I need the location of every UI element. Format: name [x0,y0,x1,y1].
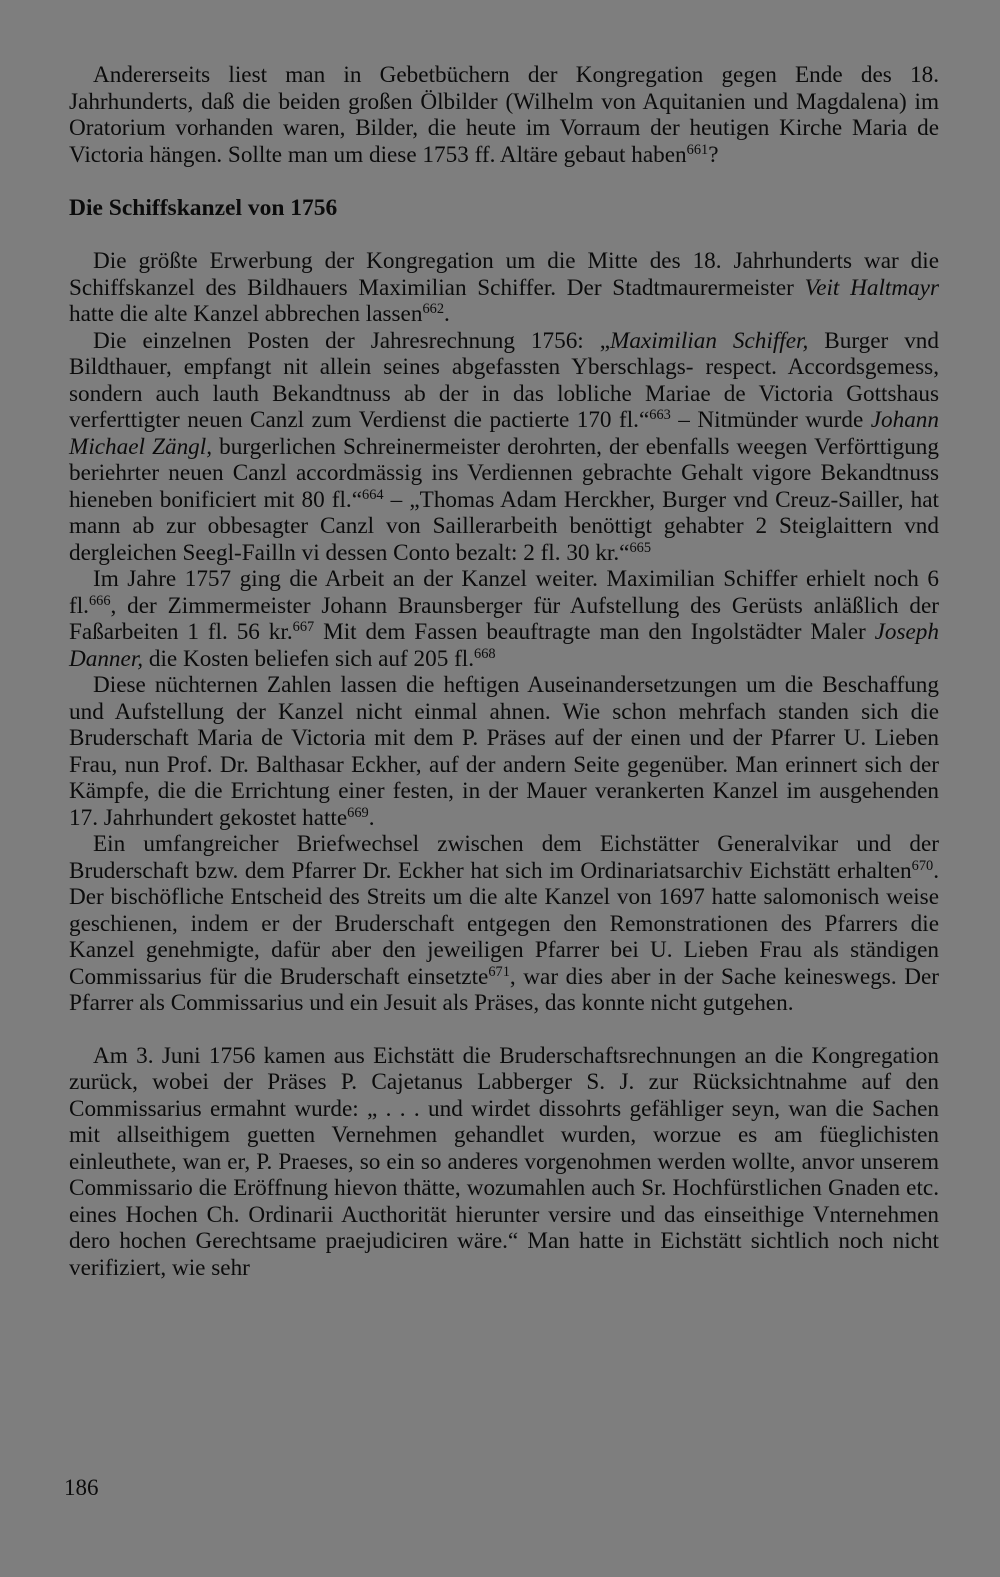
paragraph-3 [69,328,939,567]
text-run: Im Jahre 1757 ging die Arbeit an der Kanzel weiter. Maximilian Schiffer erhielt noch 6 fl. [69,566,939,619]
text-run: Andererseits liest man in Gebetbüchern der Kongregation gegen Ende des 18. Jahrhunderts, daß die beiden großen Ölbilder (Wilhelm von Aquitanien und Magdalena) im Oratorium vorhanden waren, Bilder, die heute im Vorraum der heutigen Kirche Maria de Victoria hängen. Sollte man um diese 1753 ff. Altäre gebaut haben [69,62,939,168]
text-run: burgerlichen Schreinermeister derohrten, der ebenfalls weegen Verförttigung beriehrter neuen Canzl accordmässig ins Verdiennen gebrachte Gehalt vigore Bekandtnuss hieneben bonificiert mit 80 fl.“ [69,433,939,513]
text-run: , war dies aber in der Sache keineswegs. Der Pfarrer als Commissarius und ein Jesuit als Präses, das konnte nicht gutgehen. [69,963,939,1016]
footnote-ref-664: 664 [362,486,384,503]
text-run: die Kosten beliefen sich auf 205 fl. [143,645,475,672]
paragraph-7 [69,1043,939,1282]
footnote-ref-665: 665 [629,539,652,556]
text-run: . [368,804,375,831]
footnote-ref-669: 669 [347,804,369,821]
footnote-ref-666: 666 [88,592,111,609]
footnote-ref-661: 661 [686,141,709,158]
section-heading: Die Schiffskanzel von 1756 [69,195,338,221]
footnote-ref-662: 662 [422,301,444,318]
paragraph-gap [69,1017,939,1043]
paragraph-4 [69,566,939,672]
text-run: ? [708,141,719,168]
italic-name: Veit Haltmayr [804,274,939,301]
body-text [69,62,939,1281]
text-run: Die einzelnen Posten der Jahresrechnung 1756: „ [93,327,611,354]
text-run: . [444,301,450,327]
paragraph-6 [69,831,939,1017]
paragraph-5 [69,672,939,831]
text-run: – Nitmünder wurde [670,407,871,433]
paragraph-2 [69,248,939,328]
footnote-ref-671: 671 [488,963,510,980]
text-run: , der Zimmermeister Johann Braunsberger für Aufstellung des Gerüsts anläßlich der Faßarbeiten 1 fl. 56 kr. [69,592,939,645]
italic-name: Maximilian Schiffer, [610,327,809,354]
text-run: Ein umfangreicher Briefwechsel zwischen dem Eichstätter Generalvikar und der Bruderschaft bzw. dem Pfarrer Dr. Eckher hat sich im Ordinariatsarchiv Eichstätt erhalten [69,831,939,884]
footnote-ref-667: 667 [292,619,315,636]
text-run: – „Thomas Adam Herckher, Burger vnd Creuz-Sailler, hat mann ab zur obbesagter Canzl von Saillerarbeith benöttigt gehabter 2 Steiglaittern vnd dergleichen Seegl-Failln vi dessen Conto bezalt: 2 fl. 30 kr.“ [69,486,939,566]
text-run: Mit dem Fassen beauftragte man den Ingolstädter Maler [314,619,875,645]
footnote-ref-663: 663 [649,407,671,424]
text-run: Diese nüchternen Zahlen lassen die heftigen Auseinandersetzungen um die Beschaffung und Aufstellung der Kanzel nicht einmal ahnen. Wie schon mehrfach standen sich die Bruderschaft Maria de Victoria mit dem P. Präses auf der einen und der Pfarrer U. Lieben Frau, nun Prof. Dr. Balthasar Eckher, auf der andern Seite gegenüber. Man erinnert sich der Kämpfe, die die Errichtung einer festen, in der Mauer verankerten Kanzel im ausgehenden 17. Jahrhundert gekostet hatte [69,672,939,831]
italic-name: Johann Michael Zängl, [69,407,939,460]
text-run: Burger vnd Bildthauer, empfangt nit allein seines abgefassten Yberschlags- respect. Accordsgemess, sondern auch lauth Bekandtnuss ab der in das lobliche Mariae de Victoria Gottshaus verferttigter neuen Canzl zum Verdienst die pactierte 170 fl.“ [69,327,939,433]
text-run: . Der bischöfliche Entscheid des Streits um die alte Kanzel von 1697 hatte salomonisch weise geschienen, indem er der Bruderschaft entgegen den Remonstrationen des Pfarrers die Kanzel genehmigte, dafür aber den jeweiligen Pfarrer bei U. Lieben Frau als ständigen Commissarius für die Bruderschaft einsetzte [69,857,939,990]
footnote-ref-670: 670 [911,857,934,874]
italic-name: Joseph Danner, [69,619,939,672]
paragraph-1 [69,62,939,168]
footnote-ref-668: 668 [474,645,496,662]
page-number: 186 [64,1475,99,1500]
text-run: hatte die alte Kanzel abbrechen lassen [69,301,423,327]
text-run: Die größte Erwerbung der Kongregation um die Mitte des 18. Jahrhunderts war die Schiffskanzel des Bildhauers Maximilian Schiffer. Der Stadtmaurermeister [69,248,939,301]
text-run: Am 3. Juni 1756 kamen aus Eichstätt die Bruderschaftsrechnungen an die Kongregation zurück, wobei der Präses P. Cajetanus Labberger S. J. zur Rücksichtnahme auf den Commissarius ermahnt wurde: „ . . . und wirdet dissohrts gefähliger seyn, wan die Sachen mit allseithigem guetten Vernehmen gehandlet wurden, worzue es am füeglichisten einleuthete, wan er, P. Praeses, so ein so anderes vorgenohmen werden wollte, anvor unserem Commissario die Eröffnung hievon thätte, wozumahlen auch Sr. Hochfürstlichen Gnaden etc. eines Hochen Ch. Ordinarii Aucthorität hierunter versire und das einseithige Vnternehmen dero hochen Gerechtsame praejudiciren wäre.“ Man hatte in Eichstätt sichtlich noch nicht verifiziert, wie sehr [69,1042,939,1281]
